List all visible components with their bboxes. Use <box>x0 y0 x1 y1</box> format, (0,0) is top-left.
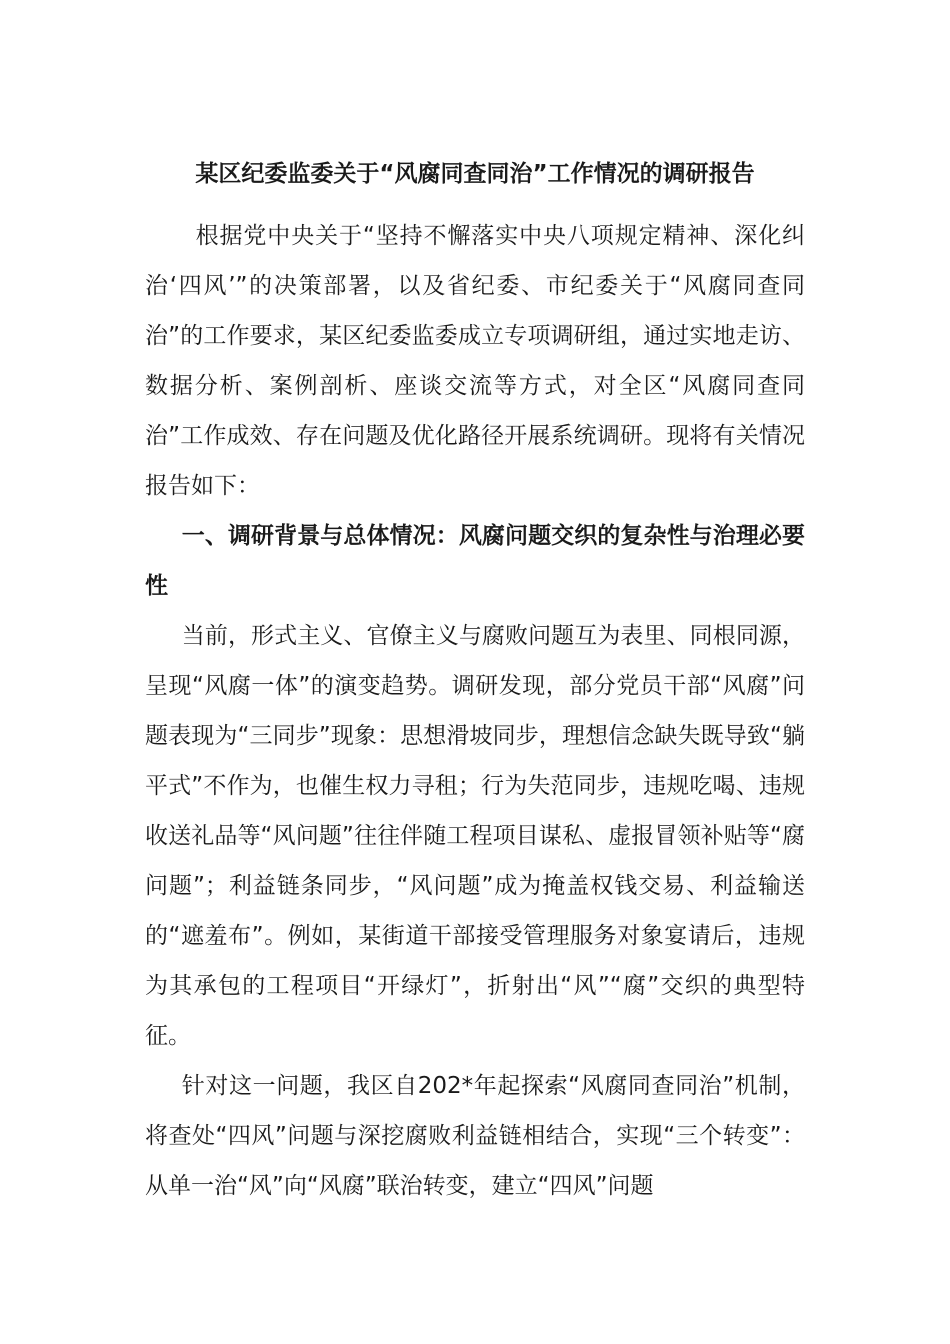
document-title: 某区纪委监委关于“风腐同查同治”工作情况的调研报告 <box>195 161 755 187</box>
section-heading: 一、调研背景与总体情况：风腐问题交织的复杂性与治理必要性 <box>145 523 805 599</box>
intro-paragraph: 根据党中央关于“坚持不懈落实中央八项规定精神、深化纠治‘四风’”的决策部署，以及省纪委、市纪委关于“风腐同查同治”的工作要求，某区纪委监委成立专项调研组，通过实地走访、数据分析、案例剖析、座谈交流等方式，对全区“风腐同查同治”工作成效、存在问题及优化路径开展系统调研。现将有关情况报告如下： <box>145 223 805 499</box>
body-paragraph: 当前，形式主义、官僚主义与腐败问题互为表里、同根同源，呈现“风腐一体”的演变趋势。调研发现，部分党员干部“风腐”问题表现为“三同步”现象：思想滑坡同步，理想信念缺失既导致“躺平式”不作为，也催生权力寻租；行为失范同步，违规吃喝、违规收送礼品等“风问题”往往伴随工程项目谋私、虚报冒领补贴等“腐问题”；利益链条同步，“风问题”成为掩盖权钱交易、利益输送的“遮羞布”。例如，某街道干部接受管理服务对象宴请后，违规为其承包的工程项目“开绿灯”，折射出“风”“腐”交织的典型特征。 <box>145 623 805 1049</box>
document-body <box>145 211 805 1211</box>
body-paragraph: 针对这一问题，我区自202*年起探索“风腐同查同治”机制，将查处“四风”问题与深挖腐败利益链相结合，实现“三个转变”：从单一治“风”向“风腐”联治转变，建立“四风”问题 <box>145 1073 805 1199</box>
